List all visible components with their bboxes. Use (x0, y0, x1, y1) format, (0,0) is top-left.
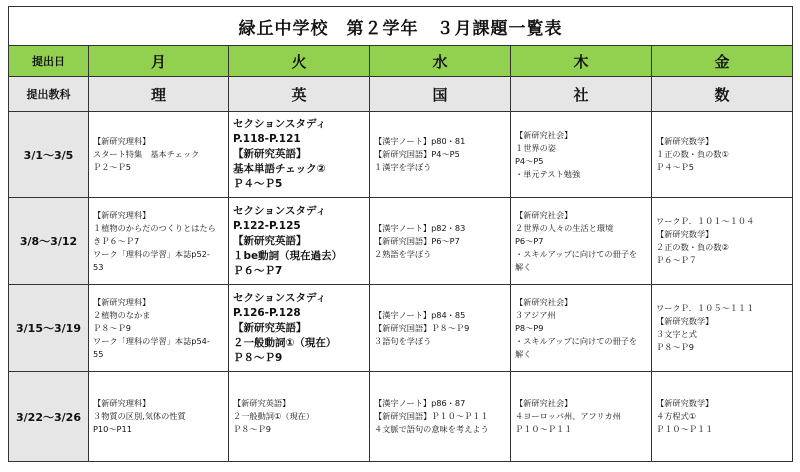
assignment-cell (511, 285, 652, 372)
cell-line: Ｐ２～Ｐ5 (93, 162, 131, 172)
subject-column-label: 提出教科 (9, 77, 89, 112)
cell-line: Ｐ１０～Ｐ１１ (656, 424, 714, 434)
assignment-cell (370, 372, 511, 462)
cell-line: ２世界の人々の生活と環境 (515, 222, 614, 233)
cell-line: 【新研究英語】 (233, 148, 307, 160)
cell-line: P10～P11 (93, 424, 132, 434)
assignment-cell (229, 112, 370, 198)
cell-line: セクションスタディ (233, 118, 327, 130)
assignment-cell (229, 372, 370, 462)
cell-line: 【新研究社会】 (515, 129, 573, 140)
cell-line: スタート特集 基本チェック (93, 149, 200, 159)
cell-line: 【漢字ノート】p82・83 (374, 222, 466, 233)
day-header-row (9, 46, 793, 77)
assignment-cell (652, 112, 793, 198)
cell-line: 【新研究理科】 (93, 398, 151, 408)
assignment-cell (370, 198, 511, 285)
cell-line: ２植物のなかま (93, 309, 151, 320)
cell-line: １植物のからだのつくりとはたら (93, 222, 216, 233)
cell-line: P.118-P.121 (233, 133, 301, 145)
cell-line: ２正の数・負の数② (656, 242, 729, 252)
cell-line: Ｐ８～Ｐ9 (656, 342, 694, 352)
day-wednesday: 水 (370, 46, 511, 77)
subject-math: 数 (652, 77, 793, 112)
cell-line: 【新研究理科】 (93, 136, 151, 146)
cell-line: ワークＰ．１０１～１０４ (656, 216, 755, 226)
cell-line: 【新研究英語】 (233, 398, 291, 408)
assignment-cell (511, 112, 652, 198)
cell-line: 解く (515, 261, 532, 272)
assignment-cell (370, 285, 511, 372)
cell-line: きＰ６～Ｐ7 (93, 235, 140, 246)
week-row (9, 285, 793, 372)
cell-line: ４ヨーロッパ州、アフリカ州 (515, 411, 621, 421)
day-friday: 金 (652, 46, 793, 77)
cell-line: １世界の姿 (515, 142, 556, 153)
week-date: 3/22～3/26 (9, 372, 89, 462)
week-row (9, 112, 793, 198)
week-date: 3/1～3/5 (9, 112, 89, 198)
assignment-cell (370, 112, 511, 198)
subject-science: 理 (89, 77, 229, 112)
assignment-cell (511, 372, 652, 462)
assignment-cell (89, 285, 229, 372)
cell-line: 【漢字ノート】p84・85 (374, 309, 466, 320)
date-column-label: 提出日 (9, 46, 89, 77)
cell-line: ・スキルアップに向けての冊子を (515, 335, 638, 346)
cell-line: １漢字を学ぼう (374, 162, 432, 172)
cell-line: ２一般動詞①（現在） (233, 411, 315, 421)
cell-line: 【新研究社会】 (515, 296, 573, 307)
week-date: 3/8～3/12 (9, 198, 89, 285)
cell-line: P8～P9 (515, 322, 544, 333)
week-date: 3/15～3/19 (9, 285, 89, 372)
cell-line: 【新研究数学】 (656, 398, 714, 408)
cell-line: ３文字と式 (656, 329, 697, 339)
cell-line: 解く (515, 348, 532, 359)
assignment-cell (229, 285, 370, 372)
cell-line: ワーク「理科の学習」本誌p54- (93, 335, 210, 346)
cell-line: 【新研究理科】 (93, 209, 151, 220)
cell-line: 【新研究理科】 (93, 296, 151, 307)
cell-line: 55 (93, 348, 104, 359)
cell-line: 【新研究数学】 (656, 136, 714, 146)
cell-line: ４方程式① (656, 411, 697, 421)
subject-japanese: 国 (370, 77, 511, 112)
cell-line: 【漢字ノート】p80・81 (374, 136, 466, 146)
cell-line: 【新研究数学】 (656, 316, 714, 326)
cell-line: P6～P7 (515, 235, 544, 246)
day-monday: 月 (89, 46, 229, 77)
cell-line: セクションスタディ (233, 291, 327, 304)
cell-line: 【新研究国語】P6～P7 (374, 235, 460, 246)
cell-line: ・単元テスト勉強 (515, 168, 581, 179)
cell-line: 【新研究国語】Ｐ１０～Ｐ１１ (374, 411, 489, 421)
week-row (9, 372, 793, 462)
cell-line: 【新研究英語】 (233, 234, 307, 247)
cell-line: ２熟語を学ぼう (374, 248, 432, 259)
cell-line: Ｐ６～Ｐ７ (656, 255, 697, 265)
cell-line: Ｐ８～Ｐ9 (233, 424, 271, 434)
cell-line: １be動詞（現在過去） (233, 249, 343, 262)
cell-line: ２一般動詞①（現在） (233, 336, 337, 349)
cell-line: P.122-P.125 (233, 219, 301, 232)
cell-line: Ｐ８～Ｐ9 (233, 351, 283, 364)
cell-line: Ｐ４～Ｐ5 (233, 178, 283, 190)
week-row (9, 198, 793, 285)
cell-line: 【新研究数学】 (656, 229, 714, 239)
cell-line: 【新研究国語】P4～P5 (374, 149, 460, 159)
subject-row (9, 77, 793, 112)
cell-line: 53 (93, 261, 104, 272)
cell-line: 【漢字ノート】p86・87 (374, 398, 466, 408)
assignment-cell (511, 198, 652, 285)
cell-line: Ｐ４～Ｐ5 (656, 162, 694, 172)
assignment-cell (89, 372, 229, 462)
cell-line: 【新研究国語】Ｐ８～Ｐ9 (374, 322, 470, 333)
assignment-cell (652, 198, 793, 285)
subject-social: 社 (511, 77, 652, 112)
assignment-table (8, 6, 793, 462)
cell-line: Ｐ８～Ｐ9 (93, 322, 131, 333)
cell-line: ３アジア州 (515, 309, 556, 320)
assignment-cell (89, 112, 229, 198)
assignment-sheet (8, 6, 792, 462)
assignment-cell (229, 198, 370, 285)
cell-line: 【新研究社会】 (515, 398, 573, 408)
cell-line: ・スキルアップに向けての冊子を (515, 248, 638, 259)
cell-line: 【新研究英語】 (233, 321, 307, 334)
cell-line: 【新研究社会】 (515, 209, 573, 220)
cell-line: 基本単語チェック② (233, 163, 326, 175)
assignment-cell (652, 372, 793, 462)
day-tuesday: 火 (229, 46, 370, 77)
cell-line: Ｐ１０～Ｐ１１ (515, 424, 573, 434)
subject-english: 英 (229, 77, 370, 112)
cell-line: ３語句を学ぼう (374, 335, 432, 346)
cell-line: ４文脈で語句の意味を考えよう (374, 424, 489, 434)
cell-line: セクションスタディ (233, 204, 327, 217)
cell-line: P.126-P.128 (233, 306, 301, 319)
cell-line: １正の数・負の数① (656, 149, 729, 159)
cell-line: ワーク「理科の学習」本誌p52- (93, 248, 210, 259)
assignment-cell (652, 285, 793, 372)
cell-line: ワークＰ．１０５～１１１ (656, 303, 755, 313)
day-thursday: 木 (511, 46, 652, 77)
cell-line: Ｐ６～Ｐ7 (233, 264, 283, 277)
cell-line: P4～P5 (515, 155, 544, 166)
assignment-cell (89, 198, 229, 285)
table-title: 緑丘中学校 第２学年 ３月課題一覧表 (9, 7, 793, 46)
cell-line: ３物質の区別,気体の性質 (93, 411, 186, 421)
